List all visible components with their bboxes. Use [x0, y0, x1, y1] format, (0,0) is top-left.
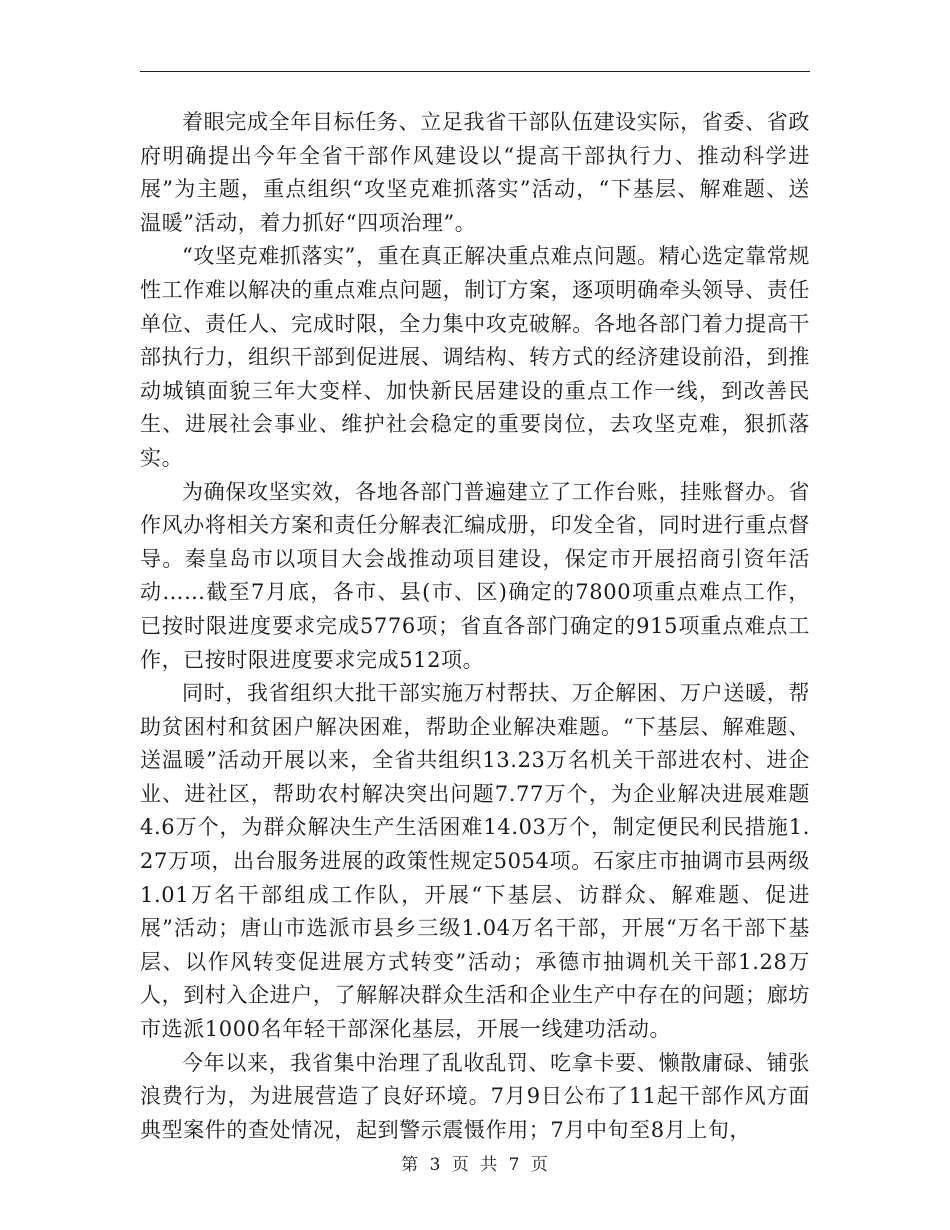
paragraph-governance: 今年以来，我省集中治理了乱收乱罚、吃拿卡要、懒散庸碌、铺张浪费行为，为进展营造了良好环境。7月9日公布了11起干部作风方面典型案件的查处情况，起到警示震慑作用；7月中旬至8月上旬， [140, 1050, 810, 1142]
paragraph-supervision: 为确保攻坚实效，各地各部门普遍建立了工作台账，挂账督办。省作风办将相关方案和责任分解表汇编成册，印发全省，同时进行重点督导。秦皇岛市以项目大会战推动项目建设，保定市开展招商引资年活动……截至7月底，各市、县(市、区)确定的7800项重点难点工作，已按时限进度要求完成5776项；省直各部门确定的915项重点难点工作，已按时限进度要求完成512项。 [140, 479, 810, 672]
paragraph-tackle-difficulties: “攻坚克难抓落实”，重在真正解决重点难点问题。精心选定靠常规性工作难以解决的重点难点问题，制订方案，逐项明确牵头领导、责任单位、责任人、完成时限，全力集中攻克破解。各地各部门着力提高干部执行力，组织干部到促进展、调结构、转方式的经济建设前沿，到推动城镇面貌三年大变样、加快新民居建设的重点工作一线，到改善民生、进展社会事业、维护社会稳定的重要岗位，去攻坚克难，狠抓落实。 [140, 244, 810, 470]
footer-current-page: 3 [429, 1155, 442, 1175]
paragraph-grassroots: 同时，我省组织大批干部实施万村帮扶、万企解困、万户送暖，帮助贫困村和贫困户解决困难，帮助企业解决难题。“下基层、解难题、送温暖”活动开展以来，全省共组织13.23万名机关干部进农村、进企业、进社区，帮助农村解决突出问题7.77万个，为企业解决进展难题4.6万个，为群众解决生产生活困难14.03万个，制定便民利民措施1.27万项，出台服务进展的政策性规定5054项。石家庄市抽调市县两级1.01万名干部组成工作队，开展“下基层、访群众、解难题、促进展”活动；唐山市选派市县乡三级1.04万名干部，开展“万名干部下基层、以作风转变促进展方式转变”活动；承德市抽调机关干部1.28万人，到村入企进户，了解解决群众生活和企业生产中存在的问题；廊坊市选派1000名年轻干部深化基层，开展一线建功活动。 [140, 681, 810, 1042]
footer-page-word: 页 [451, 1155, 470, 1175]
paragraph-intro: 着眼完成全年目标任务、立足我省干部队伍建设实际，省委、省政府明确提出今年全省干部作风建设以“提高干部执行力、推动科学进展”为主题，重点组织“攻坚克难抓落实”活动，“下基层、解难题、送温暖”活动，着力抓好“四项治理”。 [140, 110, 810, 235]
document-body [140, 106, 810, 1147]
footer-total-word: 共 [480, 1155, 499, 1175]
footer-suffix: 页 [530, 1155, 549, 1175]
header-rule [140, 71, 810, 72]
footer-total-pages: 7 [508, 1155, 521, 1175]
page-footer [0, 1150, 950, 1175]
footer-prefix: 第 [401, 1155, 420, 1175]
